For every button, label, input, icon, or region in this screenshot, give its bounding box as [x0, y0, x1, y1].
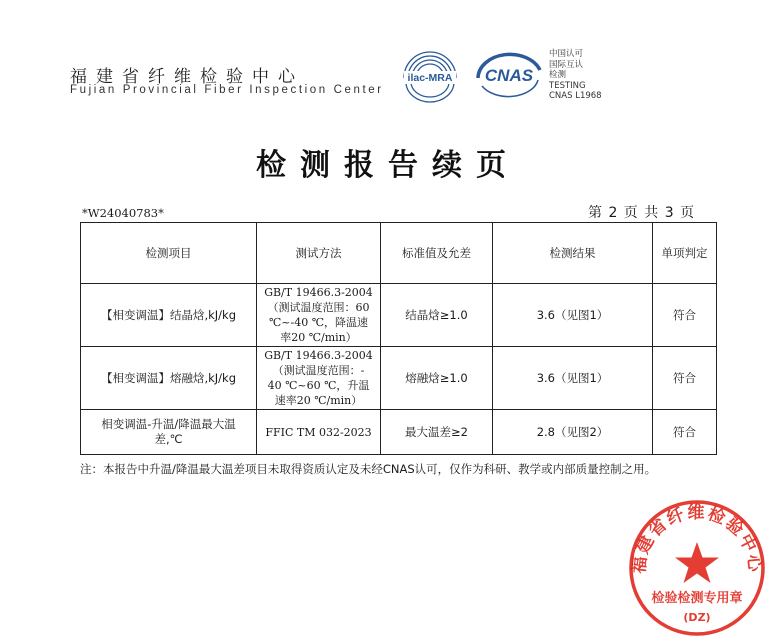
- table-row: [81, 284, 717, 347]
- method-line: GB/T 19466.3-2004: [264, 286, 373, 299]
- cnas-logo: [474, 48, 544, 98]
- cnas-line: 国际互认: [549, 59, 584, 70]
- column-header: 测试方法: [257, 223, 381, 284]
- table-header-row: [81, 223, 717, 284]
- seal-ring-text: 福建省纤维检验中心: [629, 503, 765, 575]
- cnas-label: CNAS: [484, 66, 534, 85]
- column-header: 检测结果: [493, 223, 653, 284]
- test-result: 3.6（见图1）: [493, 347, 653, 410]
- method-line: ℃~-40 ℃，降温速: [268, 316, 369, 329]
- test-method: [257, 284, 381, 347]
- standard-value: 熔融焓≥1.0: [381, 347, 493, 410]
- seal-graphic: [628, 502, 765, 634]
- organization-name-en: Fujian Provincial Fiber Inspection Center: [70, 84, 384, 96]
- method-line: （测试温度范围：60: [267, 301, 370, 314]
- table-row: [81, 347, 717, 410]
- test-item: [81, 410, 257, 455]
- test-result: 2.8（见图2）: [493, 410, 653, 455]
- ilac-mra-logo: [398, 48, 462, 104]
- table-row: [81, 410, 717, 455]
- star-icon: [675, 542, 719, 583]
- organization-name-cn: 福建省纤维检验中心: [70, 67, 304, 87]
- test-result: 3.6（见图1）: [493, 284, 653, 347]
- column-header: 标准值及允差: [381, 223, 493, 284]
- verdict: 符合: [653, 284, 717, 347]
- cnas-line: 检测: [549, 70, 567, 80]
- item-line: 相变调温-升温/降温最大温: [101, 417, 236, 431]
- test-item: 【相变调温】结晶焓,kJ/kg: [81, 284, 257, 347]
- verdict: 符合: [653, 347, 717, 410]
- method-line: 率20 ℃/min）: [280, 331, 357, 344]
- seal-center-text: 检验检测专用章: [651, 591, 743, 606]
- cnas-accreditation-text: [549, 49, 602, 102]
- cnas-line: TESTING: [549, 80, 586, 91]
- footnote: 注：本报告中升温/降温最大温差项目未取得资质认定及未经CNAS认可，仅作为科研、教学或内部质量控制之用。: [80, 462, 657, 476]
- item-line: 差,℃: [154, 432, 183, 446]
- page-number: 第 2 页 共 3 页: [588, 205, 696, 221]
- cnas-line: 中国认可: [549, 49, 584, 59]
- test-method: FFIC TM 032-2023: [257, 410, 381, 455]
- method-line: 40 ℃~60 ℃，升温: [267, 379, 370, 392]
- column-header: 检测项目: [81, 223, 257, 284]
- column-header: 单项判定: [653, 223, 717, 284]
- method-line: 速率20 ℃/min）: [274, 394, 363, 407]
- document-title: 检测报告续页: [256, 148, 520, 183]
- official-seal-stamp: [618, 490, 776, 636]
- standard-value: 最大温差≥2: [381, 410, 493, 455]
- seal-code: (DZ): [683, 611, 711, 624]
- verdict: 符合: [653, 410, 717, 455]
- test-item: 【相变调温】熔融焓,kJ/kg: [81, 347, 257, 410]
- test-method: [257, 347, 381, 410]
- method-line: （测试温度范围：-: [272, 364, 365, 377]
- report-number: *W24040783*: [82, 206, 164, 220]
- ilac-label: ilac-MRA: [407, 72, 453, 84]
- results-table: [80, 222, 717, 455]
- method-line: GB/T 19466.3-2004: [264, 349, 373, 362]
- standard-value: 结晶焓≥1.0: [381, 284, 493, 347]
- cnas-line: CNAS L1968: [549, 91, 602, 101]
